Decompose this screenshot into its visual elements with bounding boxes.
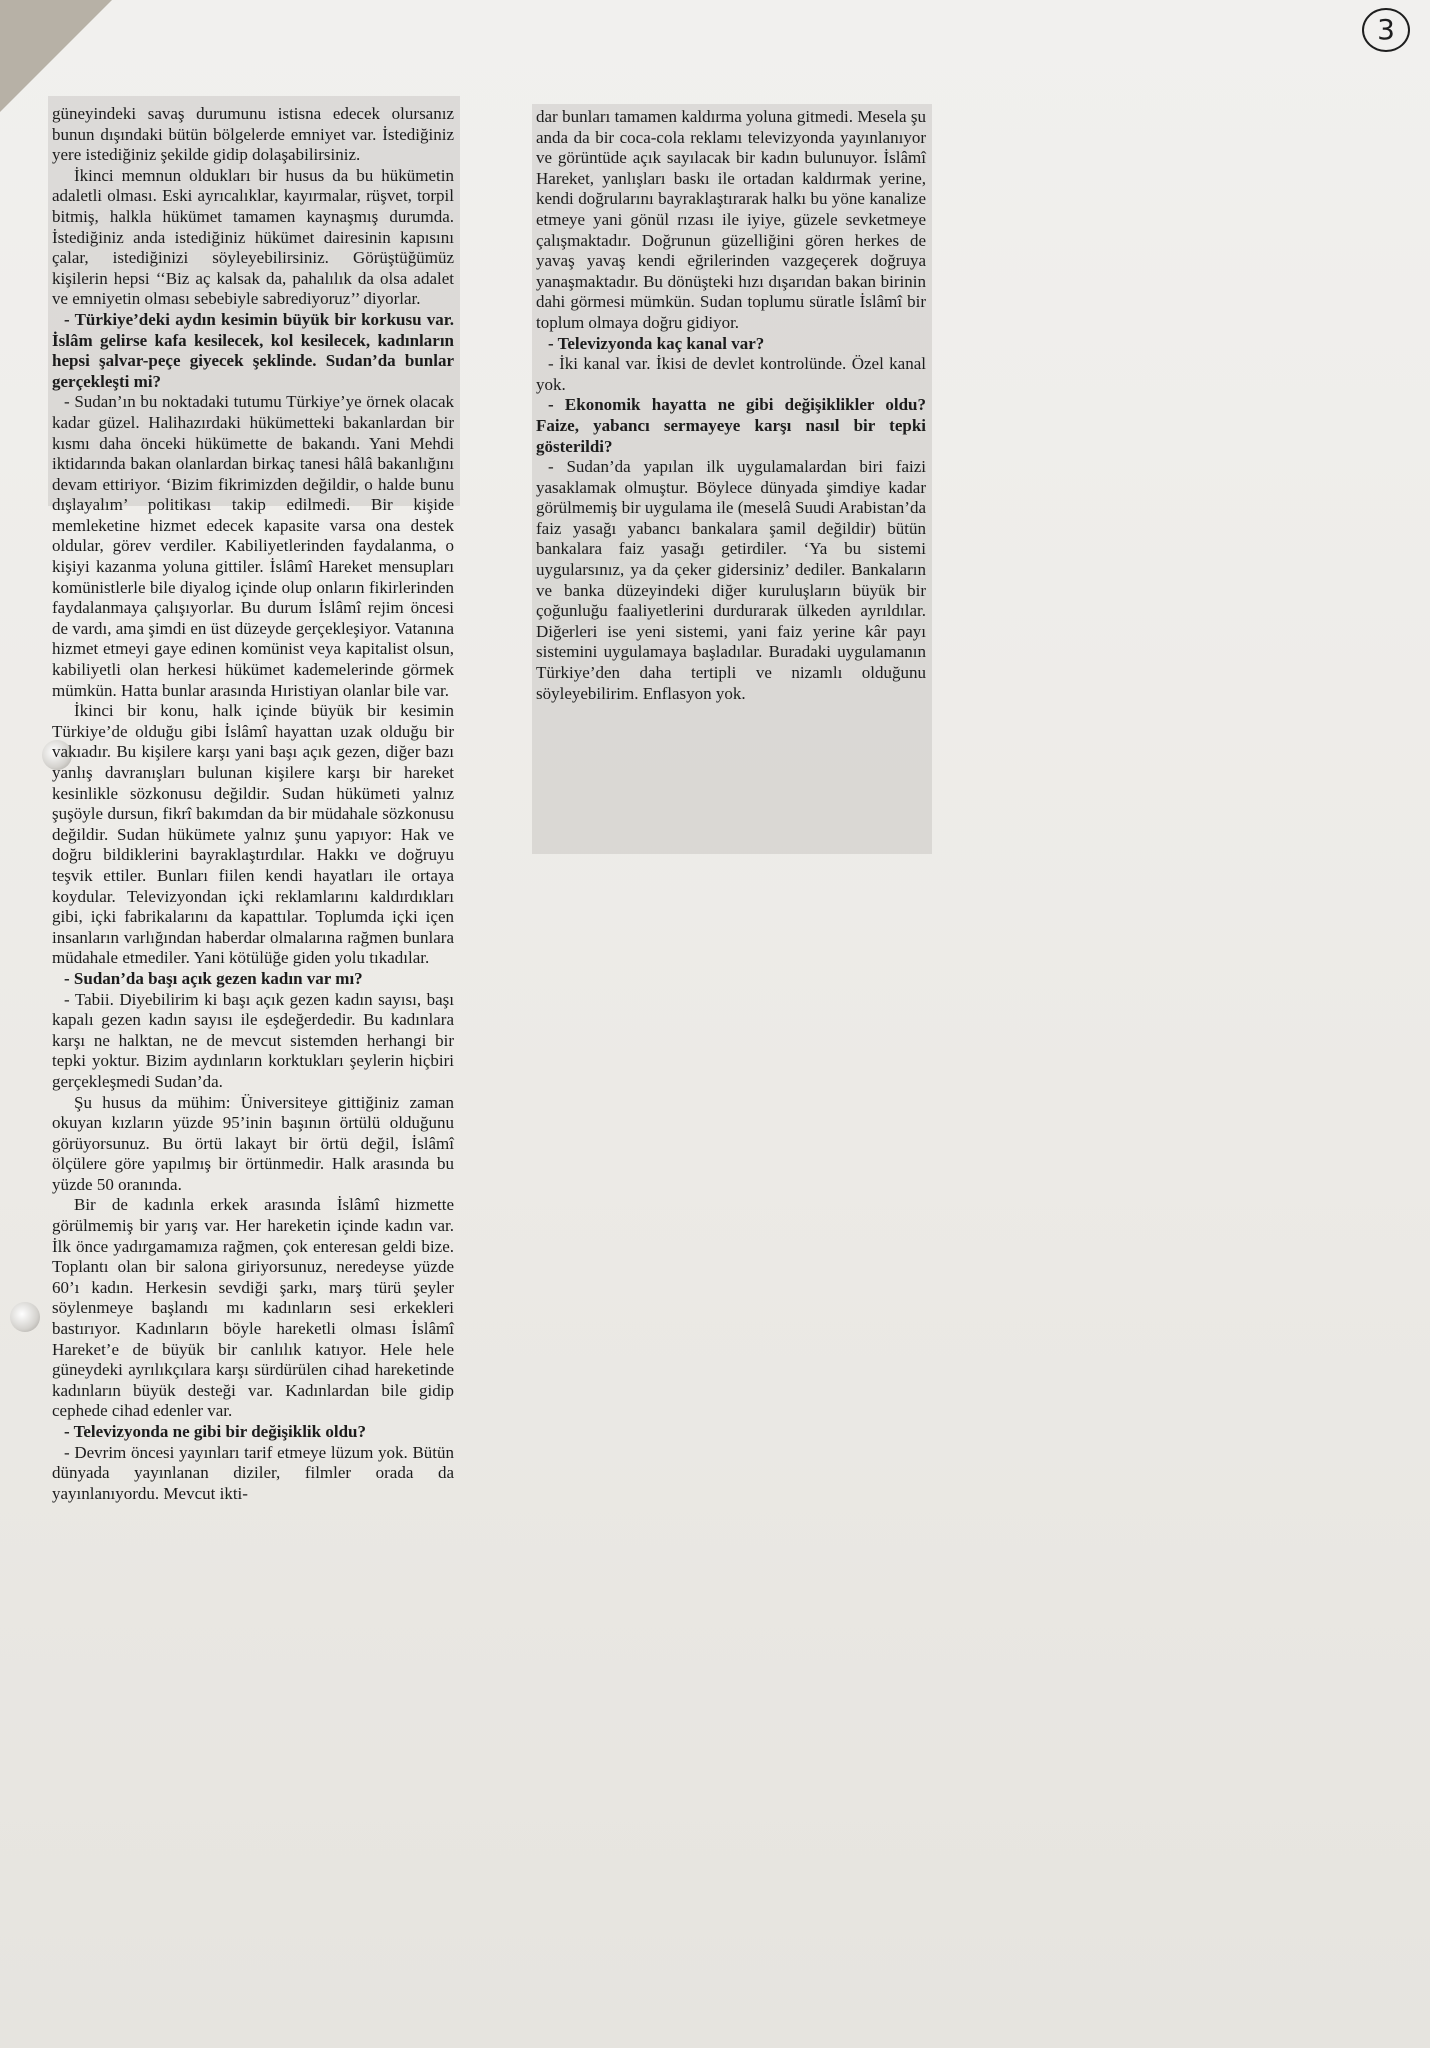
interview-answer: - Tabii. Diyebilirim ki başı açık gezen kadın sayısı, başı kapalı gezen kadın sayısı ile eşdeğerdedir. Bu kadınlara karşı ne halktan, ne de mevcut sistemden herhangi bir tepki yoktur. Bizim aydınların korktukları şeylerin hiçbiri gerçekleşmedi Sudan’da. — [52, 990, 454, 1093]
interview-question: - Televizyonda kaç kanal var? — [536, 334, 926, 355]
interview-question: - Ekonomik hayatta ne gibi değişiklikler oldu? Faize, yabancı sermayeye karşı nasıl bir tepki gösterildi? — [536, 395, 926, 457]
interview-question: - Televizyonda ne gibi bir değişiklik oldu? — [52, 1422, 454, 1443]
paragraph: İkinci bir konu, halk içinde büyük bir kesimin Türkiye’de olduğu gibi İslâmî hayattan uzak olduğu bir vakıadır. Bu kişilere karşı yani başı açık gezen, diğer bazı yanlış davranışları bulunan kişilere karşı bir hareket kesinlikle sözkonusu değildir. Sudan hükümeti yalnız şuşöyle dursun, fikrî bakımdan da bir müdahale sözkonusu değildir. Sudan hükümete yalnız şunu yapıyor: Hak ve doğru bildiklerini bayraklaştırdılar. Hakkı ve doğruyu teşvik ettiler. Bunları fiilen kendi hayatları ile ortaya koydular. Televizyondan içki reklamlarını kaldırdıkları gibi, içki fabrikalarını da kapattılar. Toplumda içki içen insanların varlığından haberdar olmalarına rağmen bunlara müdahale etmediler. Yani kötülüğe giden yolu tıkadılar. — [52, 701, 454, 968]
paragraph: Şu husus da mühim: Üniversiteye gittiğiniz zaman okuyan kızların yüzde 95’inin başının örtülü olduğunu görüyorsunuz. Bu örtü lakayt bir örtü değil, İslâmî ölçülere göre yapılmış bir örtünmedir. Halk arasında bu yüzde 50 oranında. — [52, 1092, 454, 1194]
right-text-column — [536, 107, 926, 704]
paragraph: dar bunları tamamen kaldırma yoluna gitmedi. Mesela şu anda da bir coca-cola reklamı televizyonda yayınlanıyor ve görüntüde açık sayılacak bir kadın bulunuyor. İslâmî Hareket, yanlışları baskı ile ortadan kaldırmak yerine, kendi doğrularını bayraklaştırarak halkı bu yöne kanalize etmeye yani gönül rızası ile iyiye, güzele sevketmeye çalışmaktadır. Doğrunun güzelliğini gören herkes de yavaş yavaş kendi eğrilerinden vazgeçerek doğruya yanaşmaktadır. Bu dönüşteki hızı dışarıdan bakan birinin dahi görmesi mümkün. Sudan toplumu süratle İslâmî bir toplum olmaya doğru gidiyor. — [536, 107, 926, 332]
paragraph: İkinci memnun oldukları bir husus da bu hükümetin adaletli olması. Eski ayrıcalıklar, kayırmalar, rüşvet, torpil bitmiş, halkla hükümet tamamen kaynaşmış durumda. İstediğiniz anda istediğiniz hükümet dairesinin kapısını çalar, istediğinizi söyleyebilirsiniz. Görüştüğümüz kişilerin hepsi ‘‘Biz aç kalsak da, pahalılık da olsa adalet ve emniyetin olması sebebiyle sabrediyoruz’’ diyorlar. — [52, 165, 454, 309]
page-number-circle: 3 — [1362, 8, 1410, 52]
interview-question: - Sudan’da başı açık gezen kadın var mı? — [52, 969, 454, 990]
paragraph: güneyindeki savaş durumunu istisna edecek olursanız bunun dışındaki bütün bölgelerde emniyet var. İstediğiniz yere istediğiniz şekilde gidip dolaşabilirsiniz. — [52, 104, 454, 165]
left-text-column — [52, 104, 454, 1504]
interview-answer: - Devrim öncesi yayınları tarif etmeye lüzum yok. Bütün dünyada yayınlanan diziler, filmler orada da yayınlanıyordu. Mevcut ikti- — [52, 1443, 454, 1505]
punch-hole — [10, 1302, 40, 1332]
paragraph: Bir de kadınla erkek arasında İslâmî hizmette görülmemiş bir yarış var. Her hareketin içinde kadın var. İlk önce yadırgamamıza rağmen, çok enteresan geldi bize. Toplantı olan bir salona giriyorsunuz, neredeyse yüzde 60’ı kadın. Herkesin sevdiği şarkı, marş türü şeyler söylenmeye başlandı mı kadınların sesi erkekleri bastırıyor. Kadınların böyle hareketli olması İslâmî Hareket’e de büyük bir canlılık katıyor. Hele hele güneydeki ayrılıkçılara karşı sürdürülen cihad hareketinde kadınların büyük desteği var. Kadınlardan bile gidip cephede cihad edenler var. — [52, 1195, 454, 1421]
interview-answer: - İki kanal var. İkisi de devlet kontrolünde. Özel kanal yok. — [536, 354, 926, 395]
interview-answer: - Sudan’da yapılan ilk uygulamalardan biri faizi yasaklamak olmuştur. Böylece dünyada şimdiye kadar görülmemiş bir uygulama ile (meselâ Suudi Arabistan’da faiz yasağı yabancı bankalara şamil değildir) bütün bankalara faiz yasağı getirdiler. ‘Ya bu sistemi uygularsınız, ya da çeker gidersiniz’ dediler. Bankaların ve banka düzeyindeki diğer kuruluşların büyük bir çoğunluğu faaliyetlerini durdurarak ülkeden ayrıldılar. Diğerleri ise yeni sistemi, yani faiz yerine kâr payı sistemini uygulamaya başladılar. Buradaki uygulamanın Türkiye’den daha tertipli ve nizamlı olduğunu söyleyebilirim. Enflasyon yok. — [536, 457, 926, 704]
interview-question: - Türkiye’deki aydın kesimin büyük bir korkusu var. İslâm gelirse kafa kesilecek, kol kesilecek, kadınların hepsi şalvar-peçe giyecek şeklinde. Sudan’da bunlar gerçekleşti mi? — [52, 310, 454, 392]
interview-answer: - Sudan’ın bu noktadaki tutumu Türkiye’ye örnek olacak kadar güzel. Halihazırdaki hükümetteki bakanlardan bir kısmı daha önceki hükümette de bakandı. Yani Mehdi iktidarında bakan olanlardan birkaç tanesi hâlâ bakanlığını devam ettiriyor. ‘Bizim fikrimizden değildir, o halde bunu dışlayalım’ politikası takip edilmedi. Bir kişide memleketine hizmet edecek kapasite varsa ona destek oldular, görev verdiler. Kabiliyetlerinden faydalanma, o kişiyi kazanma yoluna gittiler. İslâmî Hareket mensupları komünistlerle bile diyalog içinde olup onların fikirlerinden faydalanmaya çalışıyorlar. Bu durum İslâmî rejim öncesi de vardı, ama şimdi en üst düzeyde gerçekleşiyor. Vatanına hizmet etmeyi gaye edinen komünist veya kapitalist olsun, kabiliyetli olan herkesi hükümet kademelerinde görmek mümkün. Hatta bunlar arasında Hıristiyan olanlar bile var. — [52, 392, 454, 701]
